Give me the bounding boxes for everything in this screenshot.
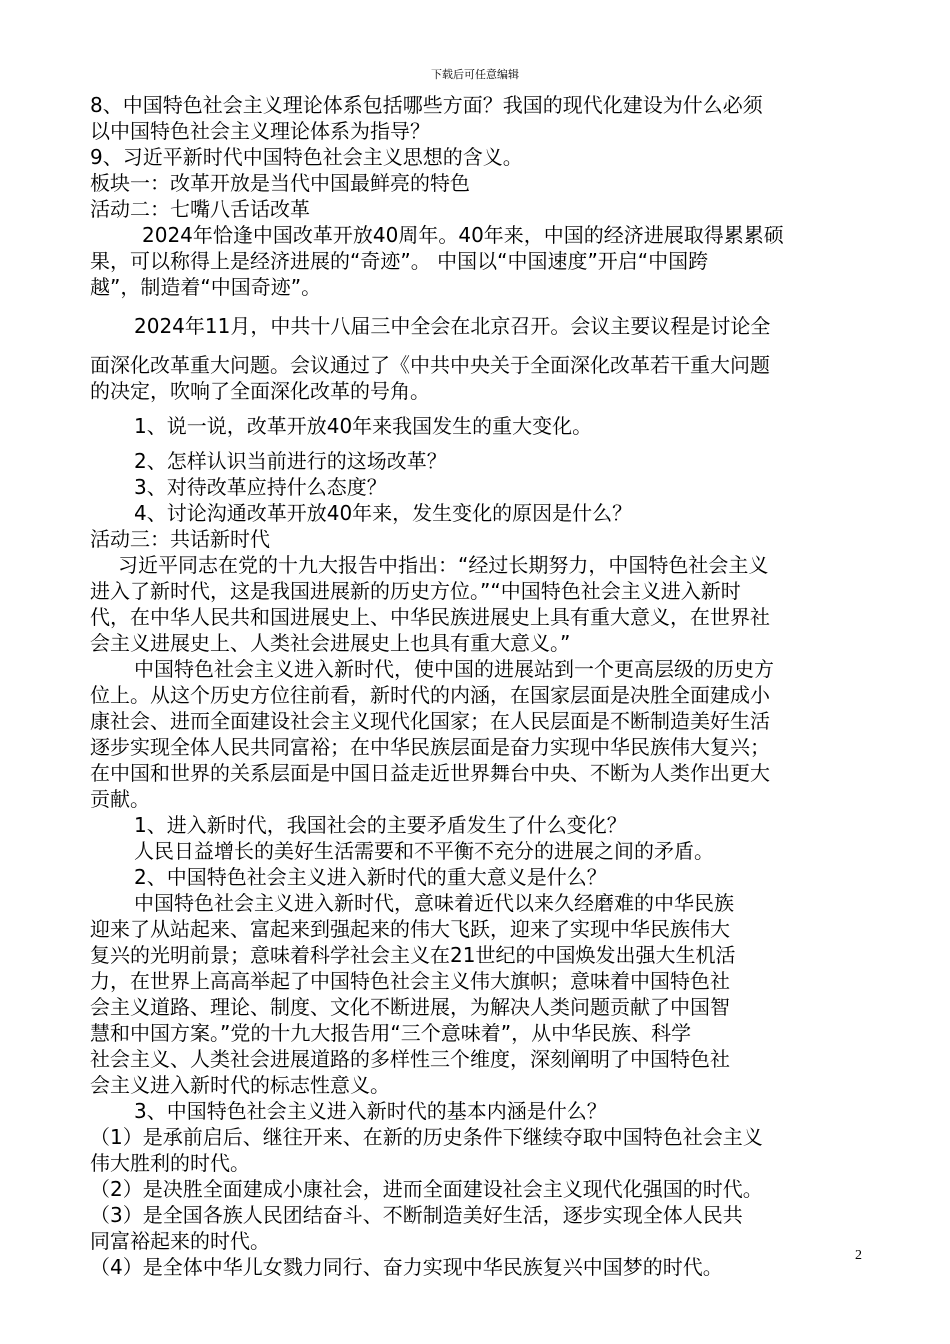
activity-3-heading: 活动三：共话新时代 xyxy=(90,527,270,551)
paragraph-line: 会主义进展史上、人类社会进展史上也具有重大意义。” xyxy=(90,631,571,655)
question-8-line-1: 8、中国特色社会主义理论体系包括哪些方面？我国的现代化建设为什么必须 xyxy=(90,93,763,117)
list-item: （2）是决胜全面建成小康社会，进而全面建设社会主义现代化强国的时代。 xyxy=(90,1177,763,1201)
paragraph-line: 慧和中国方案。”党的十九大报告用“三个意味着”，从中华民族、科学 xyxy=(90,1021,692,1045)
paragraph-line: 力，在世界上高高举起了中国特色社会主义伟大旗帜；意味着中国特色社 xyxy=(90,969,730,993)
paragraph-line: 逐步实现全体人民共同富裕；在中华民族层面是奋力实现中华民族伟大复兴； xyxy=(90,735,770,759)
list-item: （1）是承前启后、继往开来、在新的历史条件下继续夺取中国特色社会主义 xyxy=(90,1125,763,1149)
paragraph-line: 在中国和世界的关系层面是中国日益走近世界舞台中央、不断为人类作出更大 xyxy=(90,761,770,785)
paragraph-line: 2024年11月，中共十八届三中全会在北京召开。会议主要议程是讨论全 xyxy=(134,314,771,338)
subquestion-2: 2、中国特色社会主义进入新时代的重大意义是什么？ xyxy=(134,865,607,889)
paragraph-line: 康社会、进而全面建设社会主义现代化国家；在人民层面是不断制造美好生活 xyxy=(90,709,770,733)
paragraph-line: 习近平同志在党的十九大报告中指出：“经过长期努力，中国特色社会主义 xyxy=(118,553,769,577)
paragraph-line: 贡献。 xyxy=(90,787,150,811)
paragraph-line: 的决定，吹响了全面深化改革的号角。 xyxy=(90,379,430,403)
discussion-item-4: 4、讨论沟通改革开放40年来，发生变化的原因是什么？ xyxy=(134,501,633,525)
paragraph-line: 迎来了从站起来、富起来到强起来的伟大飞跃，迎来了实现中华民族伟大 xyxy=(90,917,730,941)
subquestion-1: 1、进入新时代，我国社会的主要矛盾发生了什么变化？ xyxy=(134,813,627,837)
list-item: （3）是全国各族人民团结奋斗、不断制造美好生活，逐步实现全体人民共 xyxy=(90,1203,743,1227)
discussion-item-1: 1、说一说，改革开放40年来我国发生的重大变化。 xyxy=(134,414,593,438)
discussion-item-2: 2、怎样认识当前进行的这场改革？ xyxy=(134,449,447,473)
paragraph-line: 代，在中华人民共和国进展史上、中华民族进展史上具有重大意义，在世界社 xyxy=(90,605,770,629)
paragraph-line: 复兴的光明前景；意味着科学社会主义在21世纪的中国焕发出强大生机活 xyxy=(90,943,736,967)
answer-1: 人民日益增长的美好生活需要和不平衡不充分的进展之间的矛盾。 xyxy=(134,839,714,863)
list-item: 同富裕起来的时代。 xyxy=(90,1229,270,1253)
paragraph-line: 位上。从这个历史方位往前看，新时代的内涵，在国家层面是决胜全面建成小 xyxy=(90,683,770,707)
page-number: 2 xyxy=(855,1248,862,1263)
document-body xyxy=(90,92,870,1280)
paragraph-line: 会主义道路、理论、制度、文化不断进展，为解决人类问题贡献了中国智 xyxy=(90,995,730,1019)
paragraph-line: 面深化改革重大问题。会议通过了《中共中央关于全面深化改革若干重大问题 xyxy=(90,353,770,377)
paragraph-line: 进入了新时代，这是我国进展新的历史方位。”“中国特色社会主义进入新时 xyxy=(90,579,741,603)
paragraph-line: 中国特色社会主义进入新时代，使中国的进展站到一个更高层级的历史方 xyxy=(134,657,774,681)
list-item: 伟大胜利的时代。 xyxy=(90,1151,250,1175)
paragraph-line: 2024年恰逢中国改革开放40周年。40年来，中国的经济进展取得累累硕 xyxy=(142,223,784,247)
list-item: （4）是全体中华儿女戮力同行、奋力实现中华民族复兴中国梦的时代。 xyxy=(90,1255,723,1279)
subquestion-3: 3、中国特色社会主义进入新时代的基本内涵是什么？ xyxy=(134,1099,607,1123)
activity-2-heading: 活动二：七嘴八舌话改革 xyxy=(90,197,310,221)
page-header: 下载后可任意编辑 xyxy=(431,68,519,81)
question-8-line-2: 以中国特色社会主义理论体系为指导？ xyxy=(90,119,430,143)
section-heading-1: 板块一：改革开放是当代中国最鲜亮的特色 xyxy=(90,171,470,195)
question-9: 9、习近平新时代中国特色社会主义思想的含义。 xyxy=(90,145,523,169)
discussion-item-3: 3、对待改革应持什么态度？ xyxy=(134,475,387,499)
paragraph-line: 社会主义、人类社会进展道路的多样性三个维度，深刻阐明了中国特色社 xyxy=(90,1047,730,1071)
paragraph-line: 越”，制造着“中国奇迹”。 xyxy=(90,275,322,299)
paragraph-line: 果，可以称得上是经济进展的“奇迹”。 中国以“中国速度”开启“中国跨 xyxy=(90,249,709,273)
paragraph-line: 中国特色社会主义进入新时代，意味着近代以来久经磨难的中华民族 xyxy=(134,891,734,915)
paragraph-line: 会主义进入新时代的标志性意义。 xyxy=(90,1073,390,1097)
